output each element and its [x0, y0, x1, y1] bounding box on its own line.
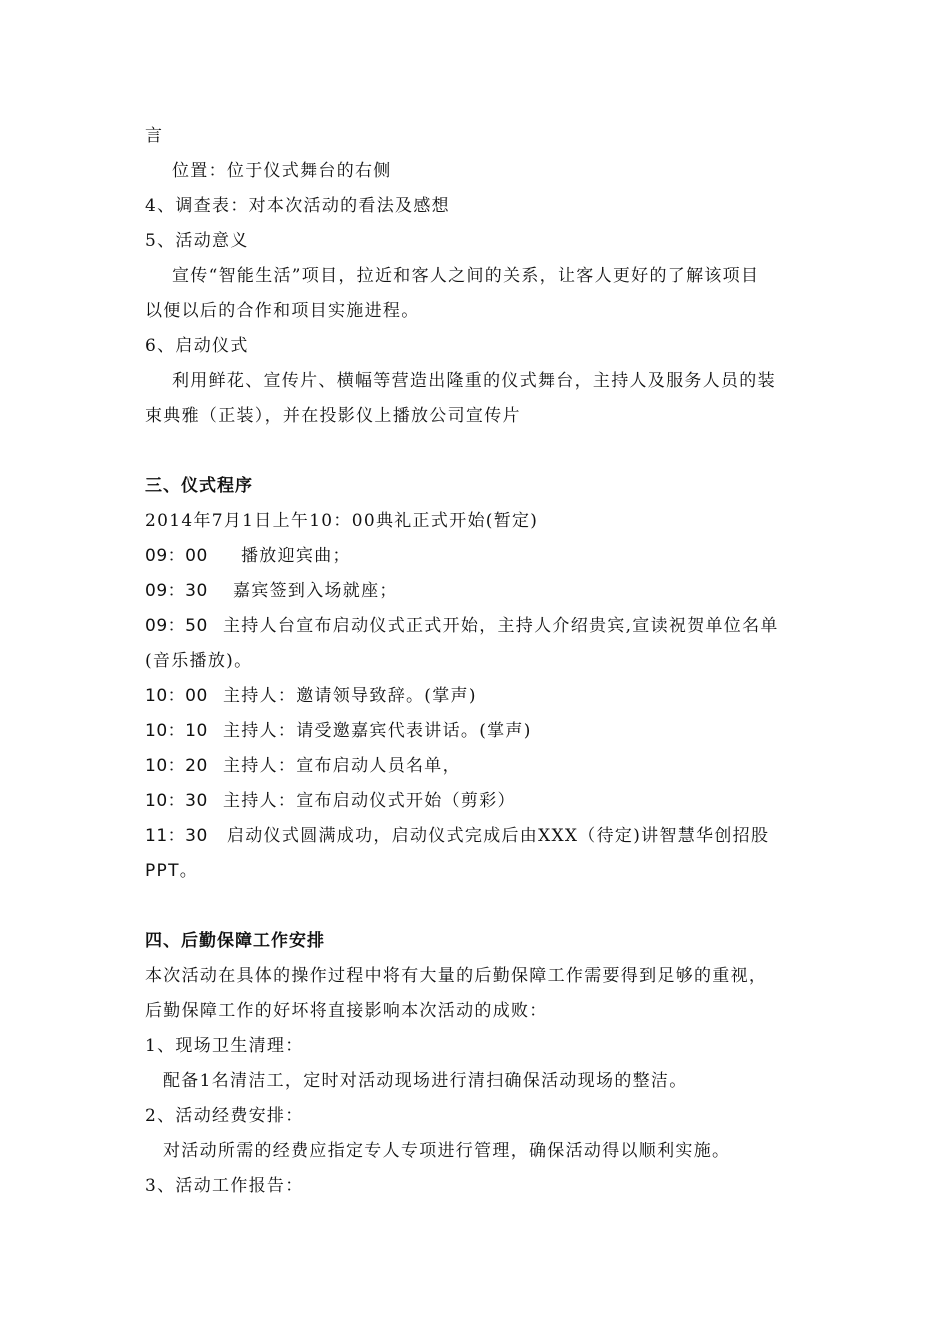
paragraph-line: 束典雅（正装），并在投影仪上播放公司宣传片 [145, 406, 521, 426]
schedule-text: 启动仪式圆满成功，启动仪式完成后由XXX（待定)讲智慧华创招股 [227, 826, 770, 846]
schedule-time: 10：00 [145, 686, 208, 706]
schedule-text: 主持人：宣布启动仪式开始（剪彩） [223, 791, 516, 811]
schedule-item [145, 824, 815, 848]
paragraph-line: 本次活动在具体的操作过程中将有大量的后勤保障工作需要得到足够的重视， [145, 966, 768, 986]
paragraph-line: 以便以后的合作和项目实施进程。 [145, 301, 420, 321]
schedule-text: 主持人台宣布启动仪式正式开始，主持人介绍贵宾,宣读祝贺单位名单 [223, 616, 779, 636]
list-item-detail: 配备1名清洁工，定时对活动现场进行清扫确保活动现场的整洁。 [163, 1071, 688, 1091]
text-line: 位置：位于仪式舞台的右侧 [172, 161, 392, 181]
list-item: 1、现场卫生清理： [145, 1036, 304, 1056]
schedule-text: 主持人：宣布启动人员名单， [223, 756, 461, 776]
section-heading: 三、仪式程序 [145, 476, 253, 496]
schedule-intro: 2014年7月1日上午10：00典礼正式开始(暂定) [145, 511, 539, 531]
schedule-text: 嘉宾签到入场就座； [233, 581, 398, 601]
schedule-item [145, 789, 815, 813]
schedule-time: 10：20 [145, 756, 208, 776]
schedule-time: 11：30 [145, 826, 208, 846]
paragraph-line: 利用鲜花、宣传片、横幅等营造出隆重的仪式舞台，主持人及服务人员的装 [172, 371, 776, 391]
schedule-item [145, 579, 815, 603]
text-line: 6、启动仪式 [145, 336, 249, 356]
schedule-time: 09：30 [145, 581, 208, 601]
schedule-text: 主持人：邀请领导致辞。(掌声) [223, 686, 477, 706]
schedule-time: 10：30 [145, 791, 208, 811]
schedule-time: 09：50 [145, 616, 208, 636]
section-heading: 四、后勤保障工作安排 [145, 931, 325, 951]
schedule-item [145, 754, 815, 778]
schedule-time: 09：00 [145, 546, 208, 566]
schedule-item [145, 684, 815, 708]
paragraph-line: 后勤保障工作的好坏将直接影响本次活动的成败： [145, 1001, 548, 1021]
schedule-item [145, 614, 815, 638]
text-line: 言 [145, 126, 164, 146]
schedule-item [145, 544, 815, 568]
list-item-detail: 对活动所需的经费应指定专人专项进行管理，确保活动得以顺利实施。 [163, 1141, 731, 1161]
list-item: 2、活动经费安排： [145, 1106, 304, 1126]
schedule-item [145, 719, 815, 743]
schedule-time: 10：10 [145, 721, 208, 741]
text-line: 5、活动意义 [145, 231, 249, 251]
schedule-text: 主持人：请受邀嘉宾代表讲话。(掌声) [223, 721, 532, 741]
schedule-text: 播放迎宾曲； [241, 546, 351, 566]
text-line: 4、调查表：对本次活动的看法及感想 [145, 196, 450, 216]
list-item: 3、活动工作报告： [145, 1176, 304, 1196]
text-line: PPT。 [145, 861, 199, 881]
paragraph-line: 宣传“智能生活”项目，拉近和客人之间的关系，让客人更好的了解该项目 [172, 266, 760, 286]
text-line: (音乐播放)。 [145, 651, 253, 671]
